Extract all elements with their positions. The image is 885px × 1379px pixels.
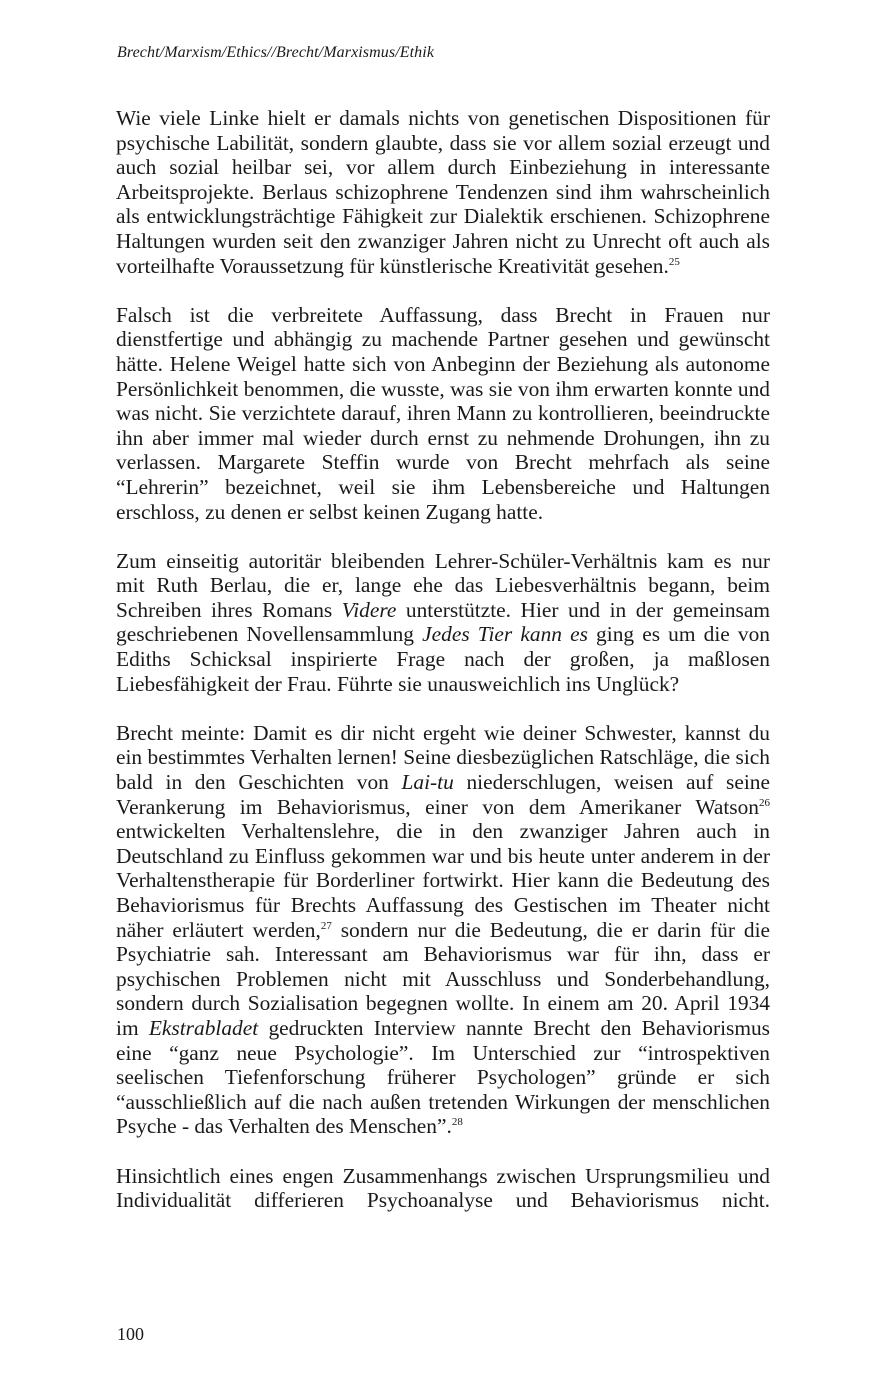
footnote-ref: 25 [668,255,680,268]
footnote-ref: 28 [451,1116,463,1129]
italic-title: Videre [341,597,397,622]
italic-title: Jedes Tier kann es [422,622,588,647]
paragraph-text: gedruckten Interview nannte Brecht den Behaviorismus eine “ganz neue Psychologie”. Im Unterschied zur “introspektiven seelischen Tiefenforschung früherer Psychologen” gründe er sich “ausschließlich auf die nach außen tretenden Wirkungen der menschlichen Psyche - das Verhalten des Menschen”. [116,1015,771,1139]
paragraph [116,106,770,278]
body-text [116,106,770,1213]
paragraph [116,721,770,1139]
paragraph-text: Zum einseitig autoritär bleibenden Lehrer-Schüler-Verhältnis kam es nur mit Ruth Berlau, die er, lange ehe das Liebesverhältnis begann, beim Schreiben ihres Romans [116,548,770,622]
paragraph-text: sondern nur die Bedeutung, die er darin für die Psychiatrie sah. Interessant am Behaviorismus war für ihn, dass er psychischen Problemen nicht mit Ausschluss und Sonderbehandlung, sondern durch Sozialisation begegnen wollte. In einem am 20. April 1934 im [116,917,771,1040]
italic-title: Lai-tu [401,770,454,795]
paragraph-text: ging es um die von Ediths Schicksal inspirierte Frage nach der großen, ja maßlosen Liebesfähigkeit der Frau. Führte sie unausweichlich ins Unglück? [116,622,770,696]
paragraph-text: niederschlugen, weisen auf seine Verankerung im Behaviorismus, einer von dem Amerikaner Watson [116,770,770,819]
footnote-ref: 27 [320,919,332,932]
paragraph [116,303,770,524]
paragraph-text: Falsch ist die verbreitete Auffassung, dass Brecht in Frauen nur dienstfertige und abhängig zu machende Partner gesehen und gewünscht hätte. Helene Weigel hatte sich von Anbeginn der Beziehung als autonome Persönlichkeit benommen, die wusste, was sie von ihm erwarten konnte und was nicht. Sie verzichtete darauf, ihren Mann zu kontrollieren, beeindruckte ihn aber immer mal wieder durch ernst zu nehmende Drohungen, ihn zu verlassen. Margarete Steffin wurde von Brecht mehrfach als seine “Lehrerin” bezeichnet, weil sie ihm Lebensbereiche und Haltungen erschloss, zu denen er selbst keinen Zugang hatte. [116,302,770,524]
paragraph [116,549,770,697]
running-head: Brecht/Marxism/Ethics//Brecht/Marxismus/Ethik [117,44,435,61]
paragraph [116,1164,770,1213]
italic-title: Ekstrabladet [148,1015,259,1040]
footnote-ref: 26 [759,796,770,809]
paragraph-text: Wie viele Linke hielt er damals nichts von genetischen Dispositionen für psychische Labilität, sondern glaubte, dass sie vor allem sozial erzeugt und auch sozial heilbar sei, vor allem durch Einbeziehung in interessante Arbeitsprojekte. Berlaus schizophrene Tendenzen sind ihm wahrscheinlich als entwicklungsträchtige Fähigkeit zur Dialektik erschienen. Schizophrene Haltungen wurden seit den zwanziger Jahren nicht zu Unrecht oft auch als vorteilhafte Voraussetzung für künstlerische Kreativität gesehen. [116,106,770,278]
paragraph-text: entwickelten Verhaltenslehre, die in den zwanziger Jahren auch in Deutschland zu Einfluss gekommen war und bis heute unter anderem in der Verhaltenstherapie für Borderliner fortwirkt. Hier kann die Bedeutung des Behaviorismus für Brechts Auffassung des Gestischen im Theater nicht näher erläutert werden, [116,819,770,942]
paragraph-text: unterstützte. Hier und in der gemeinsam geschriebenen Novellensammlung [116,597,770,647]
paragraph-text: Hinsichtlich eines engen Zusammenhangs zwischen Ursprungsmilieu und Individualität differieren Psychoanalyse und Behaviorismus nicht. [116,1163,770,1213]
page-number: 100 [117,1324,144,1344]
paragraph-text: Brecht meinte: Damit es dir nicht ergeht wie deiner Schwester, kannst du ein bestimmtes Verhalten lernen! Seine diesbezüglichen Ratschläge, die sich bald in den Geschichten von [116,720,770,795]
